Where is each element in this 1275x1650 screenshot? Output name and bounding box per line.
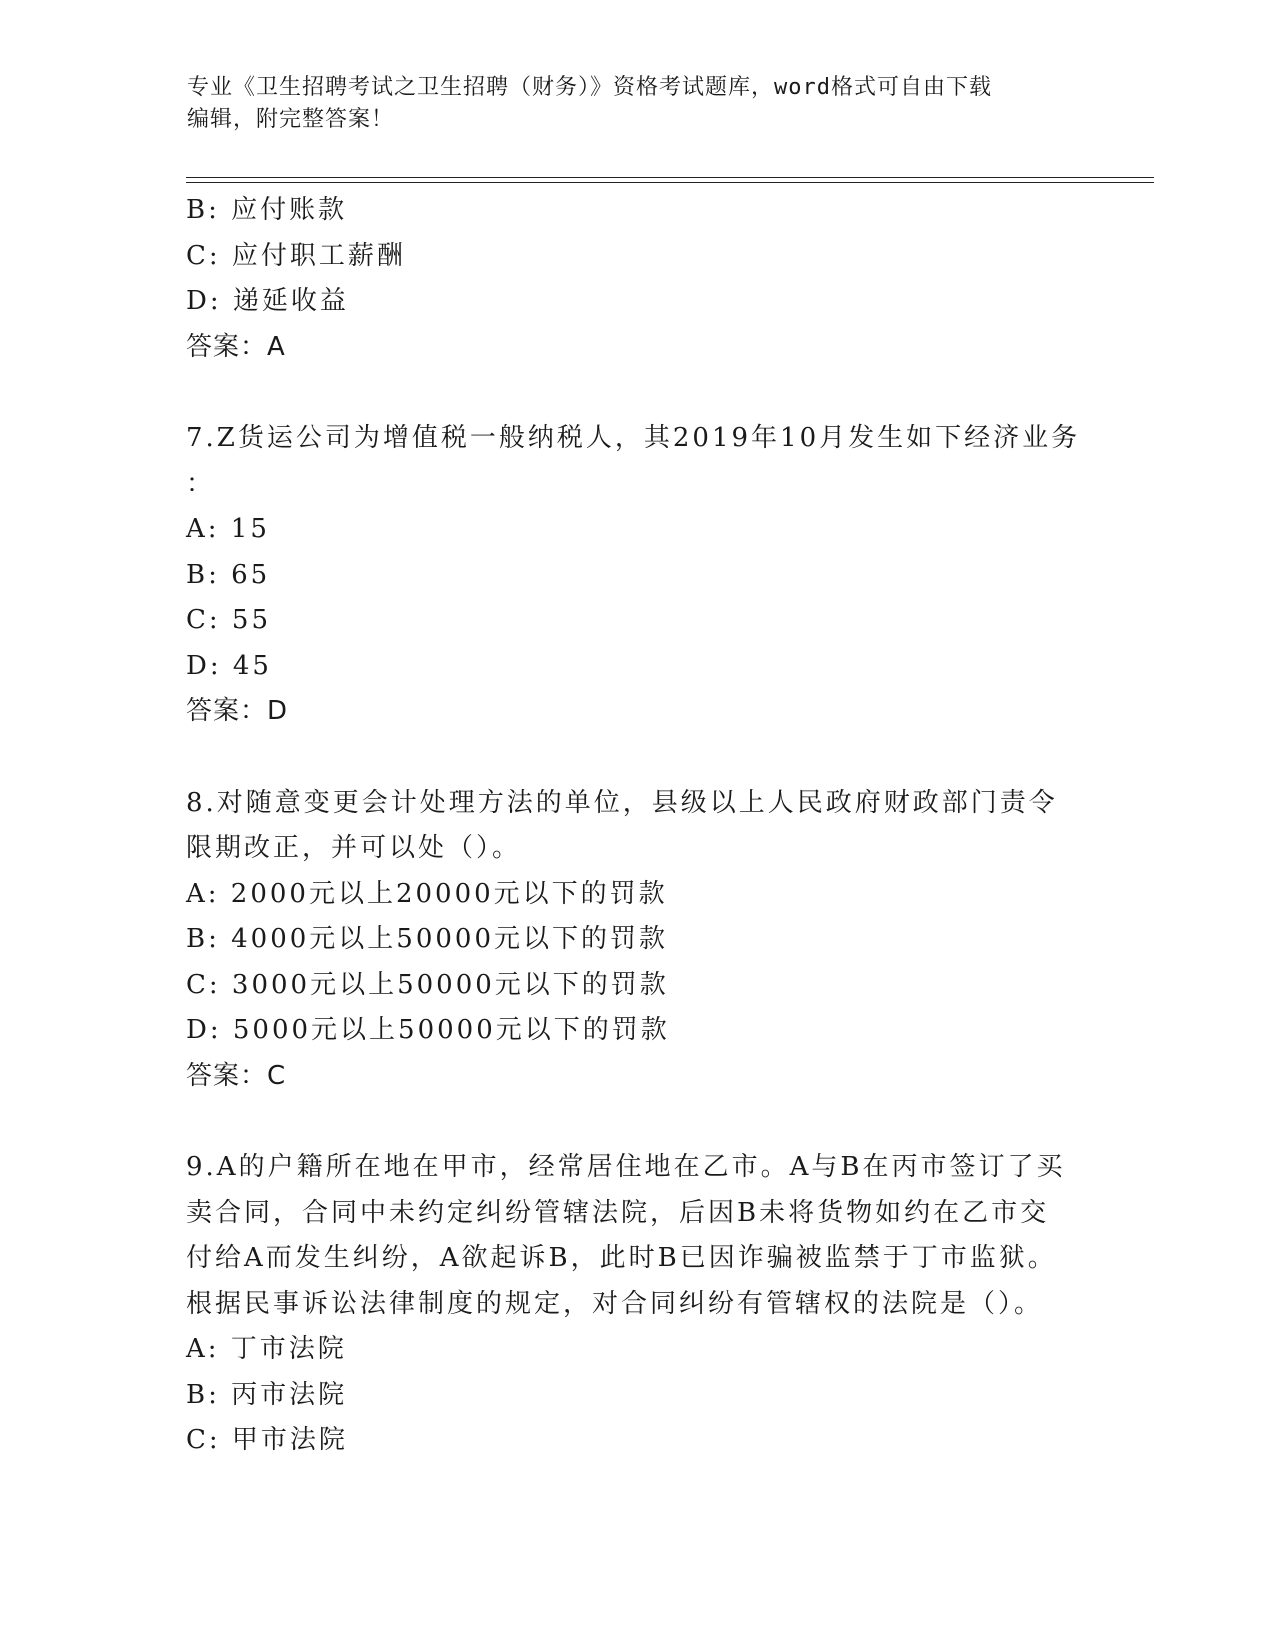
header-divider-top [186,177,1154,178]
option-a: A: 2000元以上20000元以下的罚款 [186,878,668,909]
question-text-line: 限期改正，并可以处（）。 [186,833,522,863]
question-text-line: ： [186,468,216,499]
question-text-line: 付给A而发生纠纷，A欲起诉B，此时B已因诈骗被监禁于丁市监狱。 [186,1243,1057,1273]
question-9 [186,1145,1086,1464]
option-b: B: 丙市法院 [186,1379,348,1410]
question-text-line: 9.A的户籍所在地在甲市，经常居住地在乙市。A与B在丙市签订了买 [186,1152,1066,1182]
option-d: D: 45 [186,650,272,681]
question-7 [186,416,1086,735]
header-divider-bottom [186,182,1154,183]
answer-line: 答案：A [186,331,286,362]
option-c: C: 3000元以上50000元以下的罚款 [186,969,669,1000]
spacer [186,370,1086,416]
option-d: D: 5000元以上50000元以下的罚款 [186,1015,670,1045]
option-a: A: 丁市法院 [186,1334,347,1364]
question-text-line: 根据民事诉讼法律制度的规定，对合同纠纷有管辖权的法院是（）。 [186,1288,1044,1319]
question-6-continued [186,188,1086,370]
header-line-1: 专业《卫生招聘考试之卫生招聘（财务）》资格考试题库，word格式可自由下载 [187,75,992,100]
spacer [186,1099,1086,1145]
option-d: D: 递延收益 [186,286,349,316]
option-b: B: 4000元以上50000元以下的罚款 [186,924,669,954]
document-header [187,72,1087,136]
option-b: B: 应付账款 [186,195,348,225]
header-line-2: 编辑，附完整答案！ [187,107,395,132]
question-text-line: 7.Z货运公司为增值税一般纳税人，其2019年10月发生如下经济业务 [186,423,1081,453]
answer-line: 答案：C [186,1060,287,1091]
answer-line: 答案：D [186,696,289,726]
question-8 [186,781,1086,1100]
option-c: C: 应付职工薪酬 [186,240,406,271]
option-c: C: 甲市法院 [186,1425,348,1455]
option-c: C: 55 [186,605,272,635]
question-text-line: 卖合同，合同中未约定纠纷管辖法院，后因B未将货物如约在乙市交 [186,1197,1050,1228]
option-a: A: 15 [186,514,270,544]
spacer [186,735,1086,781]
question-list [186,188,1086,1464]
question-text-line: 8.对随意变更会计处理方法的单位，县级以上人民政府财政部门责令 [186,787,1058,818]
option-b: B: 65 [186,559,271,590]
